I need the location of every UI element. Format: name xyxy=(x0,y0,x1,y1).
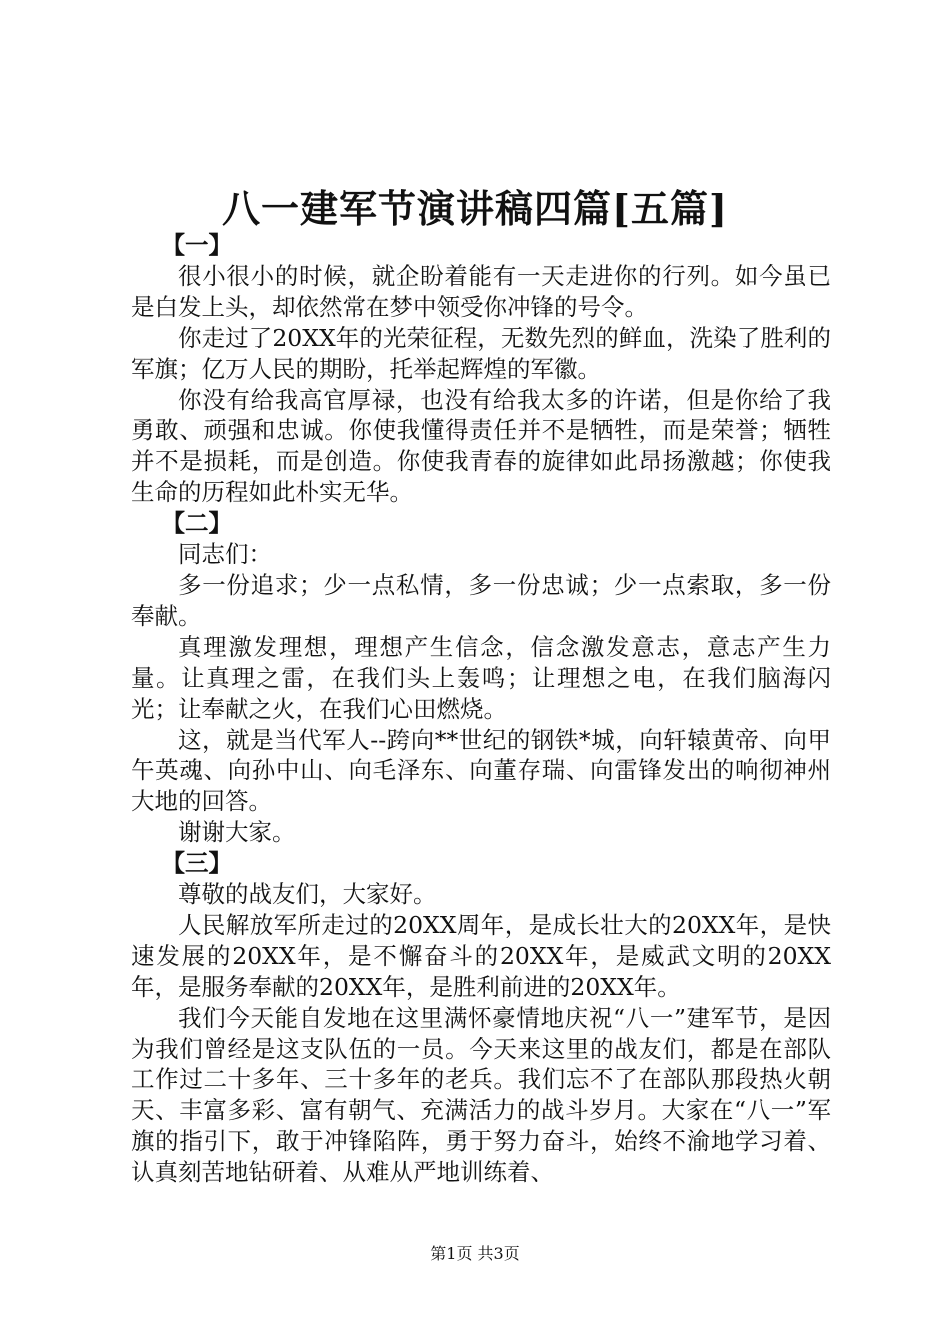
section-heading: 【二】 xyxy=(161,509,233,538)
paragraph: 很小很小的时候，就企盼着能有一天走进你的行列。如今虽已是白发上头，却依然常在梦中领受你冲锋的号令。 xyxy=(131,261,831,321)
paragraph: 你走过了20XX年的光荣征程，无数先烈的鲜血，洗染了胜利的军旗；亿万人民的期盼，托举起辉煌的军徽。 xyxy=(131,323,831,383)
paragraph: 我们今天能自发地在这里满怀豪情地庆祝“八一”建军节，是因为我们曾经是这支队伍的一员。今天来这里的战友们，都是在部队工作过二十多年、三十多年的老兵。我们忘不了在部队那段热火朝天、丰富多彩、富有朝气、充满活力的战斗岁月。大家在“八一”军旗的指引下，敢于冲锋陷阵，勇于努力奋斗，始终不渝地学习着、认真刻苦地钻研着、从难从严地训练着、 xyxy=(131,1003,831,1187)
section-heading: 【三】 xyxy=(161,849,233,878)
paragraph: 同志们： xyxy=(178,540,272,569)
paragraph: 人民解放军所走过的20XX周年，是成长壮大的20XX年，是快速发展的20XX年，是不懈奋斗的20XX年，是威武文明的20XX年，是服务奉献的20XX年，是胜利前进的20XX年。 xyxy=(131,910,831,1001)
paragraph: 谢谢大家。 xyxy=(178,818,296,847)
paragraph: 真理激发理想，理想产生信念，信念激发意志，意志产生力量。让真理之雷，在我们头上轰鸣；让理想之电，在我们脑海闪光；让奉献之火，在我们心田燃烧。 xyxy=(131,632,831,723)
document-body xyxy=(131,230,831,1188)
document-title: 八一建军节演讲稿四篇[五篇] xyxy=(222,186,728,231)
paragraph: 你没有给我高官厚禄，也没有给我太多的许诺，但是你给了我勇敢、顽强和忠诚。你使我懂得责任并不是牺牲，而是荣誉；牺牲并不是损耗，而是创造。你使我青春的旋律如此昂扬激越；你使我生命的历程如此朴实无华。 xyxy=(131,385,831,507)
section-heading: 【一】 xyxy=(161,231,233,259)
page-number-footer: 第1页 共3页 xyxy=(430,1244,520,1263)
paragraph: 多一份追求；少一点私情，多一份忠诚；少一点索取，多一份奉献。 xyxy=(131,570,831,630)
paragraph: 这，就是当代军人--跨向**世纪的钢铁*城，向轩辕黄帝、向甲午英魂、向孙中山、向毛泽东、向董存瑞、向雷锋发出的响彻神州大地的回答。 xyxy=(131,725,831,816)
paragraph: 尊敬的战友们，大家好。 xyxy=(178,880,437,909)
